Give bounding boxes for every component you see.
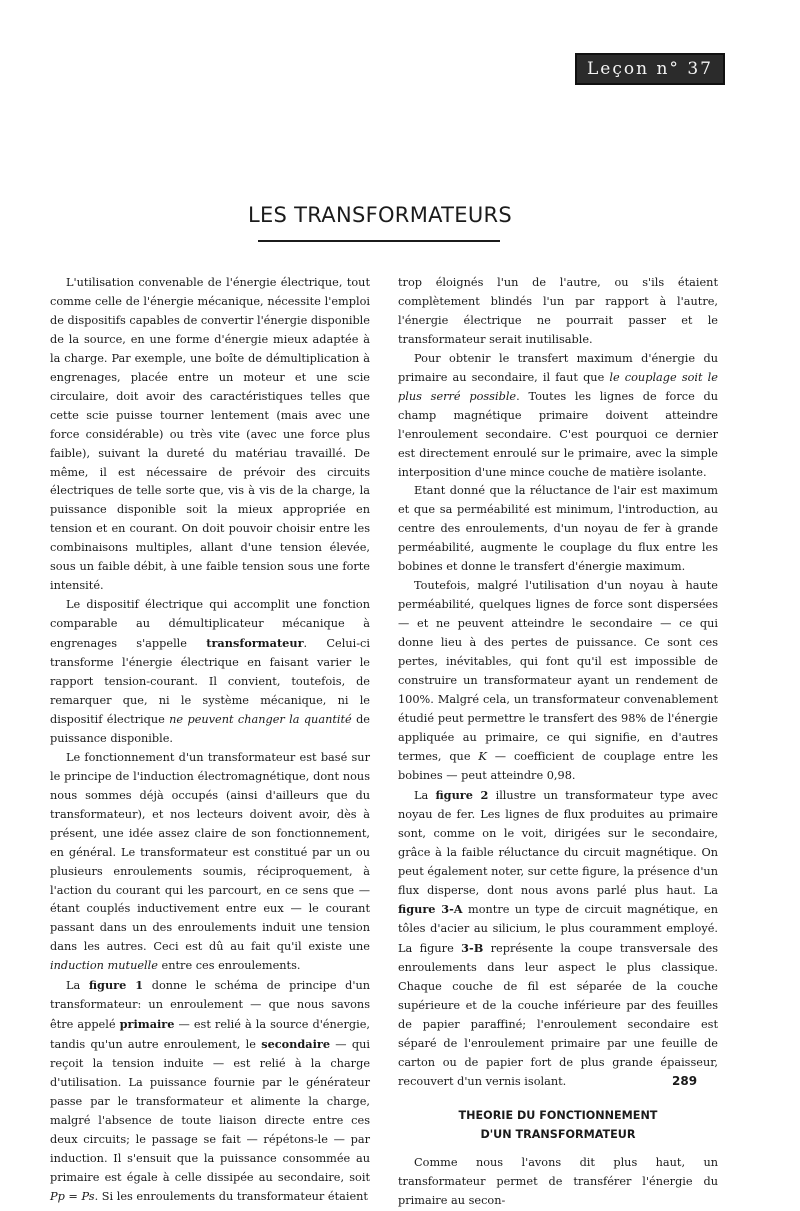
paragraph: trop éloignés l'un de l'autre, ou s'ils étaient complètement blindés l'un par rapport à l'autre, l'énergie électrique ne pourrait passer et le transformateur serait inutilisable. bbox=[398, 276, 718, 346]
paragraph: La figure 1 donne le schéma de principe d'un transformateur: un enroulement — que nous savons être appelé primaire — est relié à la source d'énergie, tandis qu'un autre enroulement, le secondaire — qui reçoit la tension induite — est relié à la charge d'utilisation. La puissance fournie par le générateur passe par le transformateur et alimente la charge, malgré l'absence de toute liaison directe entre ces deux circuits; le passage se fait — répétons-le — par induction. Il s'ensuit que la puissance consommée au primaire est égale à celle dissipée au secondaire, soit Pp = Ps. Si les enroulements du transformateur étaient bbox=[50, 978, 371, 1203]
paragraph: Comme nous l'avons dit plus haut, un transformateur permet de transférer l'énergie du primaire au secon- bbox=[398, 1155, 718, 1207]
paragraph: Le dispositif électrique qui accomplit une fonction comparable au démultiplicateur mécanique à engrenages s'appelle transformateur. Celui-ci transforme l'énergie électrique en faisant varier le rapport tension-courant. Il convient, toutefois, de remarquer que, ni le système mécanique, ni le dispositif électrique ne peuvent changer la quantité de puissance disponible. bbox=[50, 598, 370, 745]
paragraph: Etant donné que la réluctance de l'air est maximum et que sa perméabilité est minimum, l'introduction, au centre des enroulements, d'un noyau de fer à grande perméabilité, augmente le couplage du flux entre les bobines et donne le transfert d'énergie maximum. bbox=[398, 484, 718, 574]
lesson-badge bbox=[575, 53, 725, 85]
paragraph: La figure 2 illustre un transformateur type avec noyau de fer. Les lignes de flux produites au primaire sont, comme on le voit, dirigées sur le secondaire, grâce à la faible réluctance du circuit magnétique. On peut également noter, sur cette figure, la présence d'un flux disperse, dont nous avons parlé plus haut. La figure 3-A montre un type de circuit magnétique, en tôles d'acier au silicium, le plus couramment employé. La figure 3-B représente la coupe transversale des enroulements dans leur aspect le plus classique. Chaque couche de fil est séparée de la couche supérieure et de la couche inférieure par des feuilles de papier paraffiné; l'enroulement secondaire est séparé de l'enroulement primaire par une feuille de carton ou de papier fort de plus grande épaisseur, recouvert d'un vernis isolant. bbox=[398, 787, 718, 1089]
lesson-label: Leçon n° 37 bbox=[587, 59, 713, 79]
section-heading bbox=[398, 1106, 718, 1144]
section-heading-line: D'UN TRANSFORMATEUR bbox=[480, 1127, 636, 1141]
paragraph: L'utilisation convenable de l'énergie électrique, tout comme celle de l'énergie mécanique, nécessite l'emploi de dispositifs capables de convertir l'énergie disponible de la source, en une forme d'énergie mieux adaptée à la charge. Par exemple, une boîte de démultiplication à engrenages, placée entre un moteur et une scie circulaire, doit avoir des caractéristiques telles que cette scie puisse tourner lentement (mais avec une force considérable) ou très vite (avec une force plus faible), suivant la dureté du matériau travaillé. De même, il est nécessaire de prévoir des circuits électriques de telle sorte que, vis à vis de la charge, la puissance disponible soit la mieux appropriée en tension et en courant. On doit pouvoir choisir entre les combinaisons multiples, allant d'une tension élevée, sous un faible débit, à une faible tension sous une forte intensité. bbox=[50, 276, 370, 593]
page-number: 289 bbox=[672, 1074, 698, 1088]
page-title: LES TRANSFORMATEURS bbox=[247, 203, 513, 227]
paragraph: Le fonctionnement d'un transformateur est basé sur le principe de l'induction électromagnétique, dont nous nous sommes déjà occupés (ainsi d'ailleurs que du transformateur), et nos lecteurs doivent avoir, dès à présent, une idée assez claire de son fonctionnement, en général. Le transformateur est constitué par un ou plusieurs enroulements soumis, réciproquement, à l'action du courant qui les parcourt, en ce sens que — étant couplés inductivement entre eux — le courant passant dans un des enroulements induit une tension dans les autres. Ceci est dû au fait qu'il existe une induction mutuelle entre ces enroulements. bbox=[50, 750, 370, 973]
title-underline bbox=[258, 240, 500, 242]
paragraph: Pour obtenir le transfert maximum d'énergie du primaire au secondaire, il faut que le couplage soit le plus serré possible. Toutes les lignes de force du champ magnétique primaire doivent atteindre l'enroulement secondaire. C'est pourquoi ce dernier est directement enroulé sur le primaire, avec la simple interposition d'une mince couche de matière isolante. bbox=[398, 351, 718, 479]
right-column bbox=[398, 274, 718, 1211]
section-heading-line: THEORIE DU FONCTIONNEMENT bbox=[458, 1108, 658, 1122]
left-column bbox=[50, 274, 370, 1207]
paragraph: Toutefois, malgré l'utilisation d'un noyau à haute perméabilité, quelques lignes de force sont dispersées — et ne peuvent atteindre le secondaire — ce qui donne lieu à des pertes de puissance. Ce sont ces pertes, inévitables, qui font qu'il est impossible de construire un transformateur ayant un rendement de 100%. Malgré cela, un transformateur convenablement étudié peut permettre le transfert des 98% de l'énergie appliquée au primaire, ce qui signifie, en d'autres termes, que K — coefficient de couplage entre les bobines — peut atteindre 0,98. bbox=[398, 579, 718, 782]
